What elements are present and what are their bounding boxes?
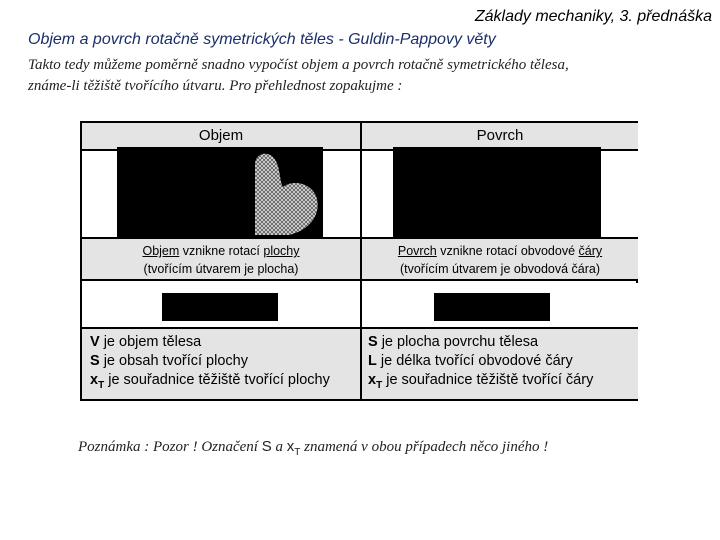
legend-row: S je plocha povrchu tělesa	[368, 334, 539, 350]
legend-row: S je obsah tvořící plochy	[90, 353, 248, 369]
note: Poznámka : Pozor ! Označení S a $x_T$ znamená v obou případech něco jiného !	[78, 438, 549, 458]
slide-title: Objem a povrch rotačně symetrických těles - Guldin-Pappovy věty	[28, 31, 496, 48]
comparison-table	[80, 121, 638, 401]
legend-row: $x_T$ je souřadnice těžiště tvořící čáry	[368, 372, 594, 391]
volume-header: Objem	[82, 123, 360, 151]
surface-description	[362, 237, 638, 281]
volume-image-band	[82, 151, 360, 237]
surface-formula-band	[362, 283, 638, 327]
generating-area-shape	[255, 154, 318, 235]
legend-row: V je objem tělesa	[90, 334, 202, 350]
volume-image	[117, 147, 323, 237]
intro-line-1: Takto tedy můžeme poměrně snadno vypočíst objem a povrch rotačně symetrického tělesa,	[28, 57, 569, 73]
volume-desc-line2: (tvořícím útvarem je plocha)	[143, 262, 299, 276]
surface-desc-mid: vznikne rotací obvodové	[436, 244, 579, 258]
surface-desc-line2: (tvořícím útvarem je obvodová čára)	[399, 262, 601, 276]
volume-column	[82, 123, 362, 399]
line-word: čáry	[578, 244, 603, 258]
volume-formula	[162, 293, 278, 321]
volume-word: Objem	[142, 244, 180, 258]
volume-desc-mid: vznikne rotací	[179, 244, 264, 258]
intro-line-2: známe-li těžiště tvořícího útvaru. Pro přehlednost zopakujme :	[28, 78, 403, 94]
surface-formula	[434, 293, 550, 321]
area-word: plochy	[263, 244, 300, 258]
surface-image-band	[362, 151, 638, 237]
surface-legend	[362, 327, 638, 399]
course-header: Základy mechaniky, 3. přednáška	[474, 8, 712, 25]
volume-description	[82, 237, 360, 281]
legend-row: L je délka tvořící obvodové čáry	[368, 353, 573, 369]
surface-image	[393, 147, 601, 237]
volume-legend	[82, 327, 360, 399]
rotating-shape-figure	[117, 147, 323, 237]
surface-word: Povrch	[397, 244, 437, 258]
surface-header: Povrch	[362, 123, 638, 151]
legend-row: $x_T$ je souřadnice těžiště tvořící plochy	[90, 372, 330, 391]
surface-column	[362, 123, 638, 399]
volume-formula-band	[82, 283, 360, 327]
